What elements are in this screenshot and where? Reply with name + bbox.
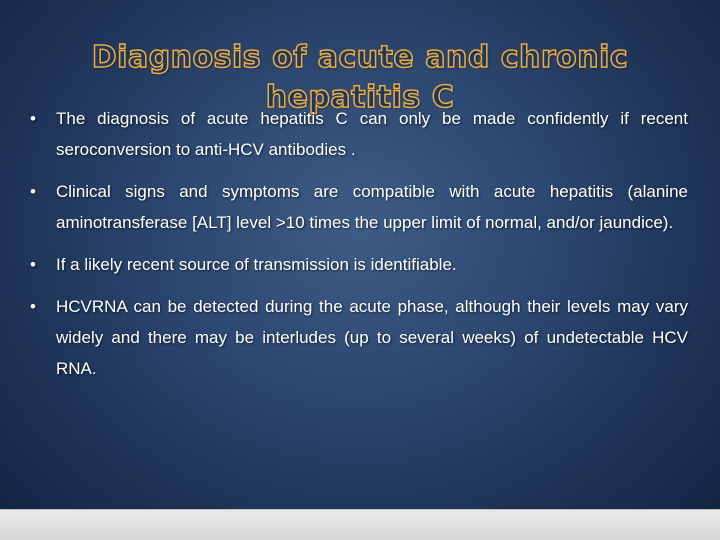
bullet-text: If a likely recent source of transmission is identifiable. [56,255,457,274]
bullet-dot-icon: • [30,182,36,201]
bullet-item [30,103,688,165]
bullet-item [30,249,688,280]
bottom-band [0,509,720,540]
bullet-list [30,103,688,395]
bullet-text: HCVRNA can be detected during the acute phase, although their levels may vary widely and there may be interludes (up to several weeks) of undetectable HCV RNA. [56,297,688,378]
bullet-text: The diagnosis of acute hepatitis C can only be made confidently if recent seroconversion to anti-HCV antibodies . [56,109,688,159]
bullet-dot-icon: • [30,255,36,274]
bullet-dot-icon: • [30,297,36,316]
bullet-dot-icon: • [30,109,36,128]
slide-title: Diagnosis of acute and chronic hepatitis C [91,40,629,115]
bullet-item [30,176,688,238]
bullet-text: Clinical signs and symptoms are compatible with acute hepatitis (alanine aminotransferase [ALT] level >10 times the upper limit of normal, and/or jaundice). [56,182,688,232]
bullet-item [30,291,688,384]
